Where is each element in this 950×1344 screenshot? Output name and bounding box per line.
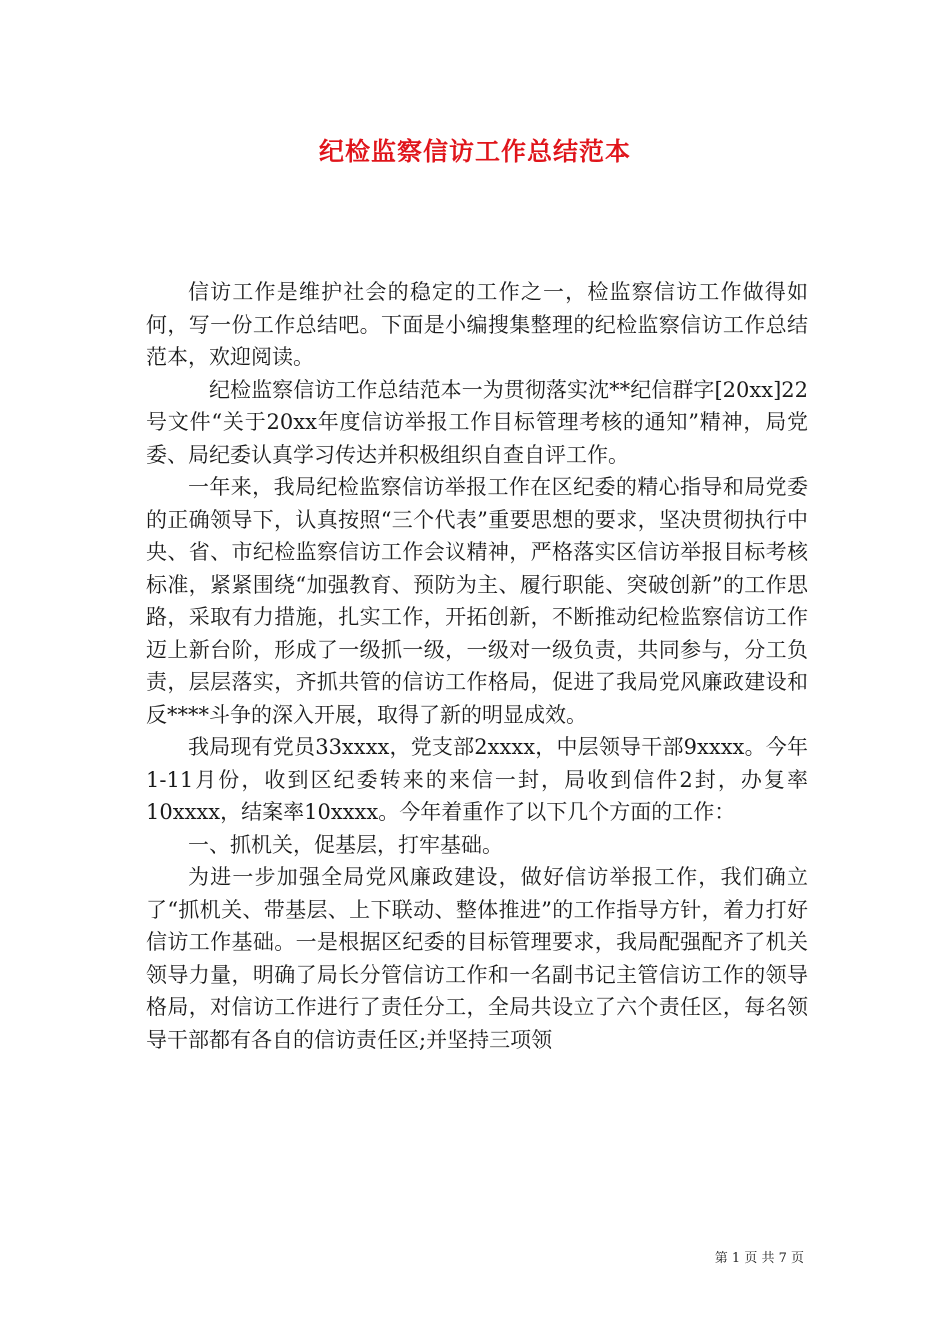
- section-heading-1: 一、抓机关，促基层，打牢基础。: [188, 832, 503, 857]
- page-number: 第 1 页 共 7 页: [714, 1251, 804, 1266]
- paragraph-sample-one: 纪检监察信访工作总结范本一为贯彻落实沈**纪信群字[20xx]22号文件“关于20xx年度信访举报工作目标管理考核的通知”精神，局党委、局纪委认真学习传达并积极组织自查自评工作。: [146, 377, 808, 467]
- document-body: [146, 276, 808, 1056]
- paragraph-intro: 信访工作是维护社会的稳定的工作之一，检监察信访工作做得如何，写一份工作总结吧。下面是小编搜集整理的纪检监察信访工作总结范本，欢迎阅读。: [146, 280, 808, 369]
- paragraph-section-1: 为进一步加强全局党风廉政建设，做好信访举报工作，我们确立了“抓机关、带基层、上下联动、整体推进”的工作指导方针，着力打好信访工作基础。一是根据区纪委的目标管理要求，我局配强配齐了机关领导力量，明确了局长分管信访工作和一名副书记主管信访工作的领导格局，对信访工作进行了责任分工，全局共设立了六个责任区，每名领导干部都有各自的信访责任区;并坚持三项领: [146, 865, 808, 1052]
- paragraph-statistics: 我局现有党员33xxxx，党支部2xxxx，中层领导干部9xxxx。今年1-11月份，收到区纪委转来的来信一封，局收到信件2封，办复率10xxxx，结案率10xxxx。今年着重作了以下几个方面的工作：: [146, 735, 808, 824]
- paragraph-year-review: 一年来，我局纪检监察信访举报工作在区纪委的精心指导和局党委的正确领导下，认真按照“三个代表”重要思想的要求，坚决贯彻执行中央、省、市纪检监察信访工作会议精神，严格落实区信访举报目标考核标准，紧紧围绕“加强教育、预防为主、履行职能、突破创新”的工作思路，采取有力措施，扎实工作，开拓创新，不断推动纪检监察信访工作迈上新台阶，形成了一级抓一级，一级对一级负责，共同参与，分工负责，层层落实，齐抓共管的信访工作格局，促进了我局党风廉政建设和反****斗争的深入开展，取得了新的明显成效。: [146, 475, 808, 727]
- document-title: 纪检监察信访工作总结范本: [318, 137, 631, 166]
